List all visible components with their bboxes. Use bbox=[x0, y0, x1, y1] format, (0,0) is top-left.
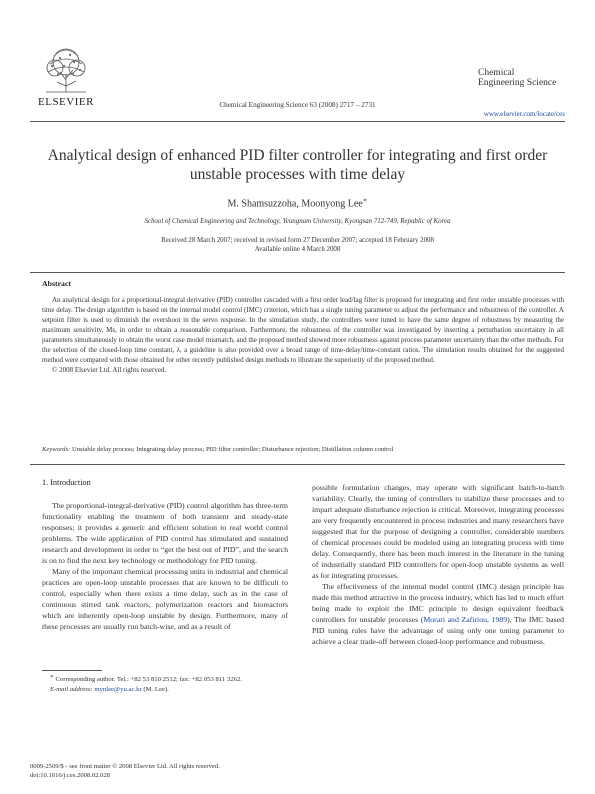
front-matter bbox=[30, 762, 330, 780]
issn-line: 0009-2509/$ - see front matter © 2008 Elsevier Ltd. All rights reserved. bbox=[30, 763, 220, 770]
footnote bbox=[42, 672, 292, 695]
keywords-text: Unstable delay process; Integrating delay process; PID filter controller; Disturbance rejection; Distillation column control bbox=[71, 446, 394, 453]
authors bbox=[0, 196, 595, 209]
intro-paragraph-1: The proportional-integral-derivative (PID) control algorithm has three-term functionality enabling the treatment of both transient and steady-state responses; it provides a generic and efficient solution to real world control problems. The wide application of PID control has stimulated and sustained research and development in order to “get the best out of PID”, and the search is on to find the next key technology or methodology for PID tuning. bbox=[42, 501, 288, 565]
abstract-copyright: © 2008 Elsevier Ltd. All rights reserved. bbox=[52, 366, 167, 374]
affiliation: School of Chemical Engineering and Technology, Yeungnam University, Kyongsan 712-749, Republic of Korea bbox=[144, 218, 451, 225]
corresponding-author-mark[interactable]: ∗ bbox=[362, 196, 368, 204]
intro-paragraph-4-end: ). The IMC based PID tuning rules have the advantage of using only one tuning parameter to achieve a clear trade-off between closed-loop performance and robustness. bbox=[312, 615, 564, 646]
footnote-contact-text: Corresponding author. Tel.: +82 53 810 2512; fax: +82 053 811 3262. bbox=[55, 676, 242, 684]
keywords bbox=[42, 446, 564, 453]
header-divider bbox=[30, 121, 565, 122]
footnote-email bbox=[42, 685, 292, 695]
right-column bbox=[312, 482, 564, 647]
footnote-mark: ∗ bbox=[50, 674, 54, 680]
elsevier-tree-logo bbox=[40, 46, 92, 94]
footnote-contact bbox=[42, 672, 292, 685]
citation-link-morari[interactable]: Morari and Zafiriou, 1989 bbox=[423, 615, 508, 624]
intro-paragraph-4-start: The effectiveness of the internal model control (IMC) design principle has made this method attractive in the process industry, which has led to much effort being made to exploit the IMC principle to design equivalent feedback controllers for unstable processes ( bbox=[312, 582, 564, 624]
intro-paragraph-2: Many of the important chemical processing units in industrial and chemical practices are open-loop unstable processes that are known to be difficult to control, especially when there exists a time delay, such as in the case of continuous stirred tank reactors, polymerization reactors and bioreactors which are inherently open-loop unstable by design. Furthermore, many of these processes are usually run batch-wise, and as a result of bbox=[42, 567, 288, 631]
abstract-bottom-divider bbox=[30, 464, 565, 465]
journal-name bbox=[478, 68, 563, 88]
article-dates bbox=[40, 236, 555, 254]
abstract-top-divider bbox=[30, 272, 565, 273]
footnote-email-label: E-mail address: bbox=[50, 686, 93, 694]
email-link[interactable]: mynlee@yu.ac.kr bbox=[94, 686, 142, 694]
section-heading-introduction: 1. Introduction bbox=[42, 478, 91, 487]
doi-line[interactable]: doi:10.1016/j.ces.2008.02.028 bbox=[30, 772, 111, 779]
journal-citation: Chemical Engineering Science 63 (2008) 2717 – 2731 bbox=[219, 101, 376, 109]
abstract-heading: Abstract bbox=[42, 279, 72, 288]
available-online-date: Available online 4 March 2008 bbox=[254, 246, 341, 253]
journal-name-line1: Chemical bbox=[478, 68, 515, 78]
abstract-body bbox=[42, 295, 564, 375]
journal-url-link[interactable]: www.elsevier.com/locate/ces bbox=[483, 110, 565, 118]
footnote-email-suffix: (M. Lee). bbox=[143, 686, 169, 694]
intro-paragraph-4 bbox=[312, 581, 564, 647]
keywords-label: Keywords: bbox=[42, 446, 71, 453]
author-names: M. Shamsuzzoha, Moonyong Lee bbox=[227, 198, 363, 210]
left-column bbox=[42, 500, 288, 632]
article-title: Analytical design of enhanced PID filter controller for integrating and first order unstable processes with time delay bbox=[47, 147, 548, 183]
footnote-divider bbox=[42, 670, 102, 671]
intro-paragraph-3: possible formulation changes, may operate with significant batch-to-batch variability. Clearly, the tuning of controllers to stabilize these processes and to impart adequate disturbance rejection is critical. Moreover, integrating processes are very frequently encountered in process industries and many researchers have suggested that for the purpose of designing a controller, considerable numbers of chemical processes could be modeled using an integrating process with time delay. Consequently, there has been much interest in the literature in the tuning of industrially standard PID controllers for open-loop unstable systems as well as for integrating processes. bbox=[312, 483, 564, 580]
received-dates: Received 28 March 2007; received in revised form 27 December 2007; accepted 18 February 2008 bbox=[161, 237, 434, 244]
publisher-wordmark: ELSEVIER bbox=[38, 96, 94, 108]
abstract-text: An analytical design for a proportional-integral derivative (PID) controller cascaded with a first order lead/lag filter is proposed for integrating and first order unstable processes with time delay. The design algorithm is based on the internal model control (IMC) criterion, which has a single tuning parameter to adjust the performance and robustness of the controller. A setpoint filter is used to diminish the overshoot in the servo response. In the simulation study, the controllers were tuned to have the same degree of robustness by measuring the maximum sensitivity, Ms, in order to obtain a reasonable comparison. Furthermore, the robustness of the controller was investigated by inserting a perturbation uncertainty in all parameters simultaneously to obtain the worst case model mismatch, and the proposed method showed more robustness against process parameter uncertainty than the other methods. For the selection of the closed-loop time constant, λ, a guideline is also provided over a broad range of time-delay/time-constant ratios. The simulation results obtained for the suggested method were compared with those obtained for other recently published design methods to illustrate the superiority of the proposed method. bbox=[42, 296, 564, 364]
journal-name-line2: Engineering Science bbox=[478, 78, 557, 88]
